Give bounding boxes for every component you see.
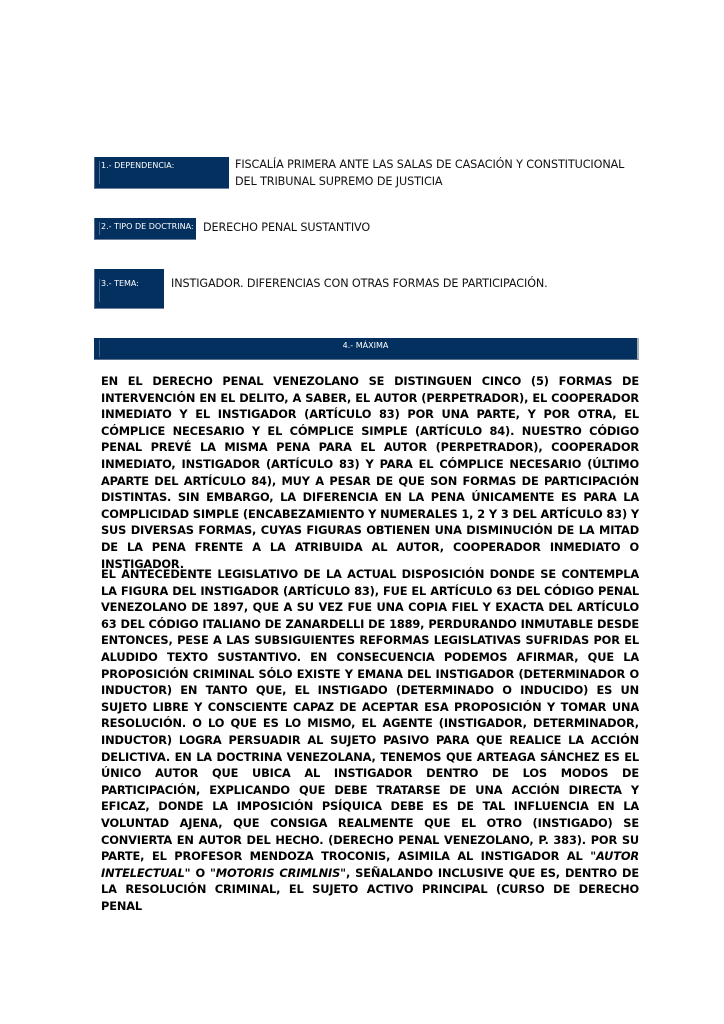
paragraph-2-text-a: EL ANTECEDENTE LEGISLATIVO DE LA ACTUAL DISPOSICIÓN DONDE SE CONTEMPLA LA FIGURA DEL INSTIGADOR (ARTÍCULO 83), FUE EL ARTÍCULO 63 DEL CÓDIGO PENAL VENEZOLANO DE 1897, QUE A SU VEZ FUE UNA COPIA FIEL Y EXACTA DEL ARTÍCULO 63 DEL CÓDIGO ITALIANO DE ZANARDELLI DE 1889, PERDURANDO INMUTABLE DESDE ENTONCES, PESE A LAS SUBSIGUIENTES REFORMAS LEGISLATIVAS SUFRIDAS POR EL ALUDIDO TEXTO SUSTANTIVO. EN CONSECUENCIA PODEMOS AFIRMAR, QUE LA PROPOSICIÓN CRIMINAL SÓLO EXISTE Y EMANA DEL INSTIGADOR (DETERMINADOR O INDUCTOR) EN TANTO QUE, EL INSTIGADO (DETERMINADO O INDUCIDO) ES UN SUJETO LIBRE Y CONSCIENTE CAPAZ DE ACEPTAR ESA PROPOSICIÓN Y TOMAR UNA RESOLUCIÓN. O LO QUE ES LO MISMO, EL AGENTE (INSTIGADOR, DETERMINADOR, INDUCTOR) LOGRA PERSUADIR AL SUJETO PASIVO PARA QUE REALICE LA ACCIÓN DELICTIVA. EN LA DOCTRINA VENEZOLANA, TENEMOS QUE ARTEAGA SÁNCHEZ ES EL ÚNICO AUTOR QUE UBICA AL INSTIGADOR DENTRO DE LOS MODOS DE PARTICIPACIÓN, EXPLICANDO QUE DEBE TRATARSE DE UNA ACCIÓN DIRECTA Y EFICAZ, DONDE LA IMPOSICIÓN PSÍQUICA DEBE ES DE TAL INFLUENCIA EN LA VOLUNTAD AJENA, QUE CONSIGA REALMENTE QUE EL OTRO (INSTIGADO) SE CONVIERTA EN AUTOR DEL HECHO. (DERECHO PENAL VENEZOLANO, P. 383). POR SU PARTE, EL PROFESOR MENDOZA TROCONIS, ASIMILA AL INSTIGADOR AL bbox=[101, 567, 639, 864]
quote-autor-intelectual: "AUTOR INTELECTUAL" bbox=[101, 849, 639, 880]
dependencia-label: 1.- DEPENDENCIA: bbox=[94, 157, 229, 189]
tema-value: INSTIGADOR. DIFERENCIAS CON OTRAS FORMAS DE PARTICIPACIÓN. bbox=[171, 277, 548, 290]
maxima-paragraph-2 bbox=[101, 566, 639, 914]
paragraph-2-text-b: O bbox=[190, 865, 210, 880]
tipo-doctrina-label: 2.- TIPO DE DOCTRINA: bbox=[94, 218, 196, 240]
quote-motoris-criminis: "MOTORIS CRIMLNIS" bbox=[210, 865, 346, 880]
maxima-paragraph-1: EN EL DERECHO PENAL VENEZOLANO SE DISTINGUEN CINCO (5) FORMAS DE INTERVENCIÓN EN EL DELITO, A SABER, EL AUTOR (PERPETRADOR), EL COOPERADOR INMEDIATO Y EL INSTIGADOR (ARTÍCULO 83) POR UNA PARTE, Y POR OTRA, EL CÓMPLICE NECESARIO Y EL CÓMPLICE SIMPLE (ARTÍCULO 84). NUESTRO CÓDIGO PENAL PREVÉ LA MISMA PENA PARA EL AUTOR (PERPETRADOR), COOPERADOR INMEDIATO, INSTIGADOR (ARTÍCULO 83) Y PARA EL CÓMPLICE NECESARIO (ÚLTIMO APARTE DEL ARTÍCULO 84), MUY A PESAR DE QUE SON FORMAS DE PARTICIPACIÓN DISTINTAS. SIN EMBARGO, LA DIFERENCIA EN LA PENA ÚNICAMENTE ES PARA LA COMPLICIDAD SIMPLE (ENCABEZAMIENTO Y NUMERALES 1, 2 Y 3 DEL ARTÍCULO 83) Y SUS DIVERSAS FORMAS, CUYAS FIGURAS OBTIENEN UNA DISMINUCIÓN DE LA MITAD DE LA PENA FRENTE A LA ATRIBUIDA AL AUTOR, COOPERADOR INMEDIATO O INSTIGADOR. bbox=[101, 374, 639, 571]
tipo-doctrina-value: DERECHO PENAL SUSTANTIVO bbox=[203, 221, 371, 234]
dependencia-value: FISCALÍA PRIMERA ANTE LAS SALAS DE CASACIÓN Y CONSTITUCIONAL DEL TRIBUNAL SUPREMO DE JUSTICIA bbox=[235, 158, 625, 188]
maxima-header: 4.- MÁXIMA bbox=[94, 338, 639, 360]
tema-label: 3.- TEMA: bbox=[94, 269, 164, 309]
paragraph-2-text-c: , SEÑALANDO INCLUSIVE QUE ES, DENTRO DE LA RESOLUCIÓN CRIMINAL, EL SUJETO ACTIVO PRINCIPAL (CURSO DE DERECHO PENAL bbox=[101, 865, 639, 913]
